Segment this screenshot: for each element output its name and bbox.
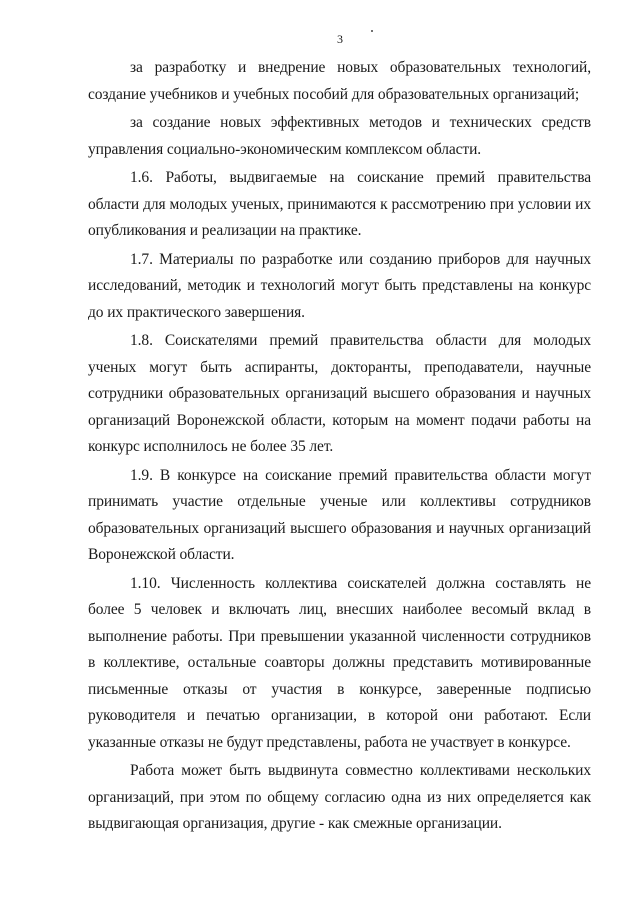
- document-body: [88, 55, 591, 838]
- paragraph-joint-nomination: Работа может быть выдвинута совместно коллективами нескольких организаций, при этом по общему согласию одна из них определяется как выдвигающая организация, другие - как смежные организации.: [88, 762, 591, 832]
- scan-speck: [371, 30, 373, 32]
- paragraph-item-management: за создание новых эффективных методов и технических средств управления социально-экономическим комплексом области.: [88, 114, 591, 158]
- paragraph-1-6: 1.6. Работы, выдвигаемые на соискание премий правительства области для молодых ученых, принимаются к рассмотрению при условии их опубликования и реализации на практике.: [88, 169, 591, 239]
- paragraph-item-development: за разработку и внедрение новых образовательных технологий, создание учебников и учебных пособий для образовательных организаций;: [88, 59, 591, 103]
- page-number: 3: [337, 32, 343, 46]
- paragraph-1-10: 1.10. Численность коллектива соискателей должна составлять не более 5 человек и включать лиц, внесших наиболее весомый вклад в выполнение работы. При превышении указанной численности сотрудников в коллективе, остальные соавторы должны представить мотивированные письменные отказы от участия в конкурсе, заверенные подписью руководителя и печатью организации, в которой они работают. Если указанные отказы не будут представлены, работа не участвует в конкурсе.: [88, 574, 591, 751]
- paragraph-1-8: 1.8. Соискателями премий правительства области для молодых ученых могут быть аспиранты, докторанты, преподаватели, научные сотрудники образовательных организаций высшего образования и научных организаций Воронежской области, которым на момент подачи работы на конкурс исполнилось не более 35 лет.: [88, 332, 591, 455]
- paragraph-1-7: 1.7. Материалы по разработке или созданию приборов для научных исследований, методик и технологий могут быть представлены на конкурс до их практического завершения.: [88, 250, 591, 321]
- paragraph-1-9: 1.9. В конкурсе на соискание премий правительства области могут принимать участие отдельные ученые или коллективы сотрудников образовательных организаций высшего образования и научных организаций Воронежской области.: [88, 466, 591, 563]
